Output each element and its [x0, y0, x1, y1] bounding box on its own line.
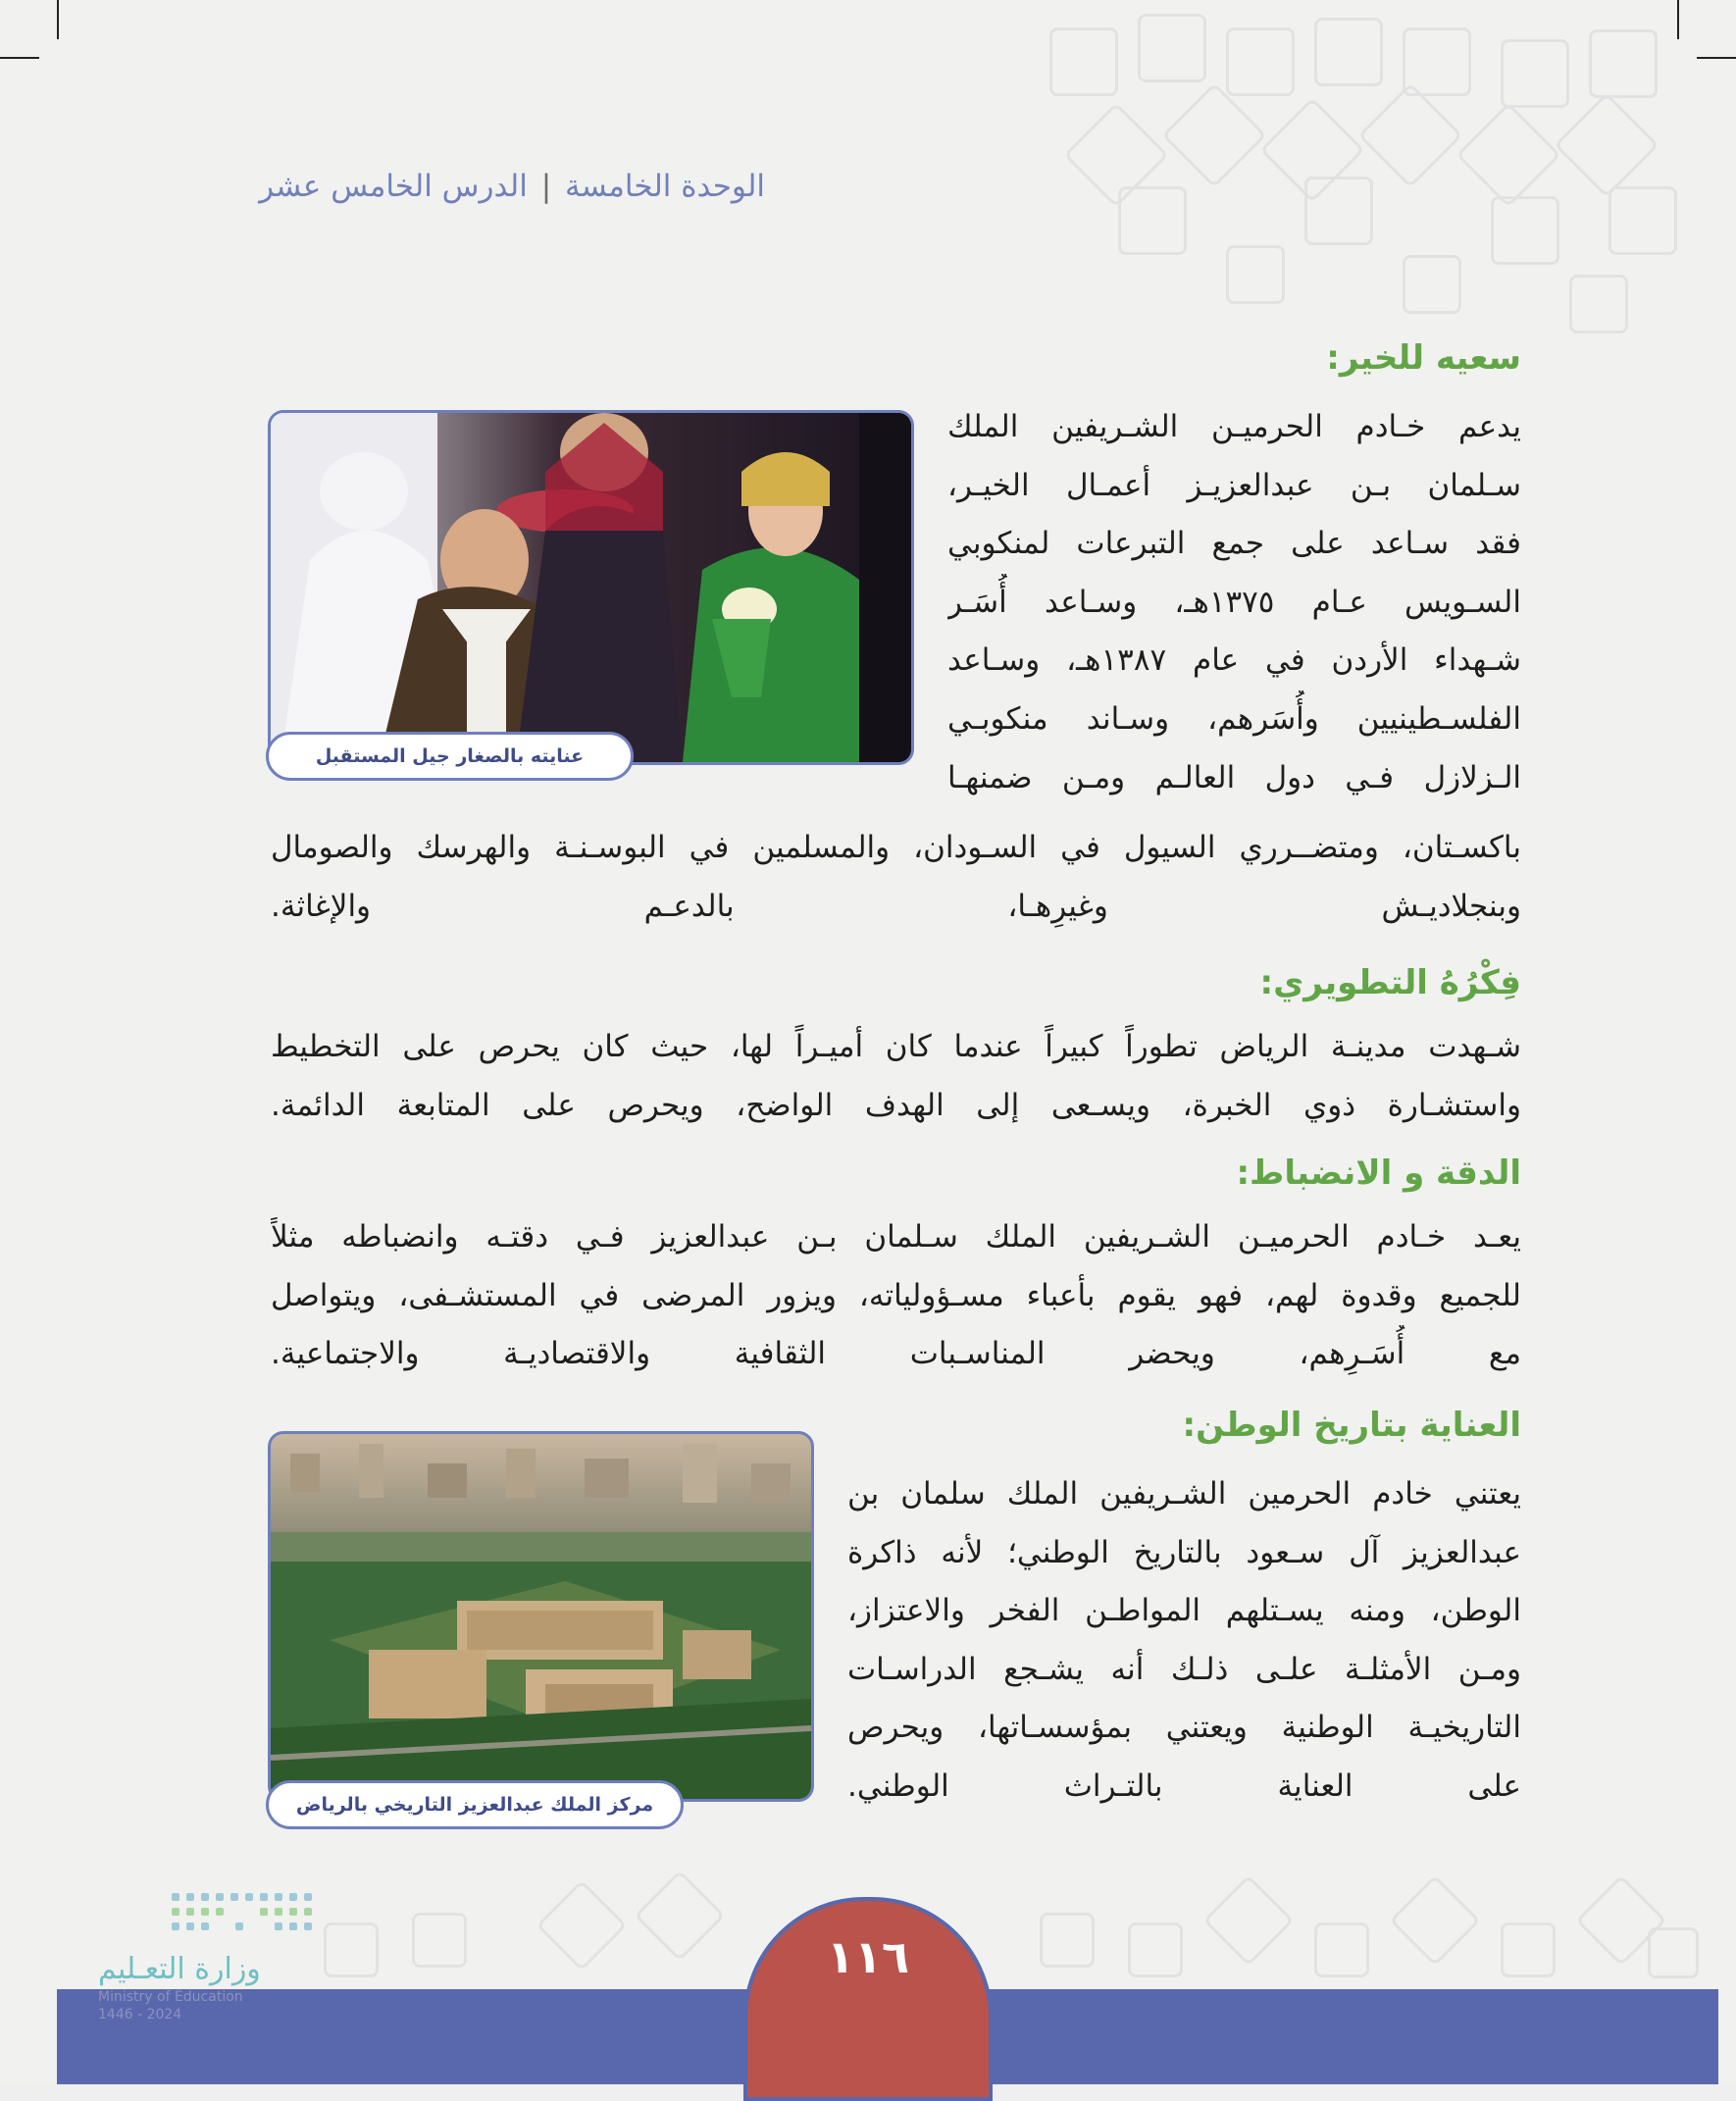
text-line: عبدالعزيز آل سـعود بالتاريخ الوطني؛ لأنه ذاكرة — [847, 1534, 1521, 1570]
crop-mark — [57, 0, 59, 39]
photo-illustration — [271, 413, 911, 762]
ministry-name: وزارة التعـليم — [98, 1952, 261, 1986]
paragraph-discipline — [271, 1208, 1521, 1384]
unit-label: الوحدة الخامسة — [565, 169, 765, 204]
paragraph-development — [271, 1018, 1521, 1135]
section-heading: العناية بتاريخ الوطن: — [1182, 1406, 1521, 1445]
text-line: السـويس عـام ١٣٧٥هـ، وسـاعد أُسَـر — [947, 584, 1521, 620]
text-line: للجميع وقدوة لهم، فهو يقوم بأعباء مسـؤولياته، ويزور المرضى في المستشـفى، ويتواصل — [271, 1277, 1521, 1313]
text-line: الوطن، ومنه يسـتلهم المواطـن الفخر والاعتزاز، — [847, 1593, 1521, 1629]
text-line: الفلسـطينيين وأُسَرهم، وسـاند منكوبـي — [947, 700, 1521, 737]
photo-king-with-children — [268, 410, 914, 765]
photo-illustration — [271, 1434, 811, 1799]
ministry-year: 2024 - 1446 — [98, 2007, 182, 2023]
header-separator: | — [540, 169, 552, 204]
text-line: يعتني خادم الحرمين الشـريفين الملك سلمان بن — [847, 1476, 1521, 1512]
section-heading: سعيه للخير: — [1326, 338, 1521, 378]
text-line: مع أُسَـرِهم، ويحضر المناسـبات الثقافية والاقتصاديـة والاجتماعية. — [271, 1336, 1521, 1372]
text-line: باكسـتان، ومتضــرري السيول في السـودان، والمسلمين في البوسـنـة والهرسك والصومال — [271, 830, 1521, 865]
crop-mark — [1677, 0, 1679, 39]
text-line: سـلمان بـن عبدالعزيـز أعمـال الخيـر، — [947, 467, 1521, 503]
text-line: فقد سـاعد على جمع التبرعات لمنكوبي — [947, 526, 1521, 562]
lesson-label: الدرس الخامس عشر — [259, 169, 528, 204]
crop-mark — [0, 57, 39, 59]
text-line: التاريخيـة الوطنية ويعتني بمؤسسـاتها، ويحرص — [847, 1710, 1521, 1746]
section-heading: الدقة و الانضباط: — [1236, 1153, 1521, 1193]
crop-mark — [1697, 57, 1736, 59]
paragraph-charity-full — [271, 819, 1521, 936]
text-line: وبنجلاديـش وغيرِهـا، بالدعـم والإغاثة. — [271, 888, 1521, 924]
text-line: شـهداء الأردن في عام ١٣٨٧هـ، وسـاعد — [947, 642, 1521, 679]
paragraph-heritage — [847, 1465, 1521, 1817]
photo-caption: عنايته بالصغار جيل المستقبل — [266, 732, 634, 781]
running-header — [255, 169, 765, 204]
ministry-name-en: Ministry of Education — [98, 1989, 243, 2005]
text-line: على العناية بالتـراث الوطني. — [847, 1768, 1521, 1804]
photo-caption: مركز الملك عبدالعزيز التاريخي بالرياض — [266, 1780, 684, 1829]
photo-king-abdulaziz-center — [268, 1431, 814, 1802]
text-line: شـهدت مدينـة الرياض تطوراً كبيراً عندما كان أميـراً لها، حيث كان يحرص على التخطيط — [271, 1029, 1521, 1064]
text-line: واستشـارة ذوي الخبرة، ويسـعى إلى الهدف الواضح، ويحرص على المتابعة الدائمة. — [271, 1087, 1521, 1123]
text-line: يعـد خـادم الحرميـن الشـريفين الملك سـلمان بـن عبدالعزيز فـي دقتـه وانضباطه مثلاً — [271, 1219, 1521, 1255]
page-number: ١١٦ — [826, 1930, 910, 1983]
section-heading: فِكْرُهُ التطويري: — [1259, 963, 1521, 1002]
text-line: الـزلازل فـي دول العالـم ومـن ضمنهـا — [947, 759, 1521, 795]
paragraph-charity-wrapped — [947, 398, 1521, 807]
text-line: يدعم خـادم الحرميـن الشـريفين الملك — [947, 409, 1521, 444]
text-line: ومـن الأمثلـة علـى ذلـك أنه يشـجع الدراسـات — [847, 1651, 1521, 1687]
